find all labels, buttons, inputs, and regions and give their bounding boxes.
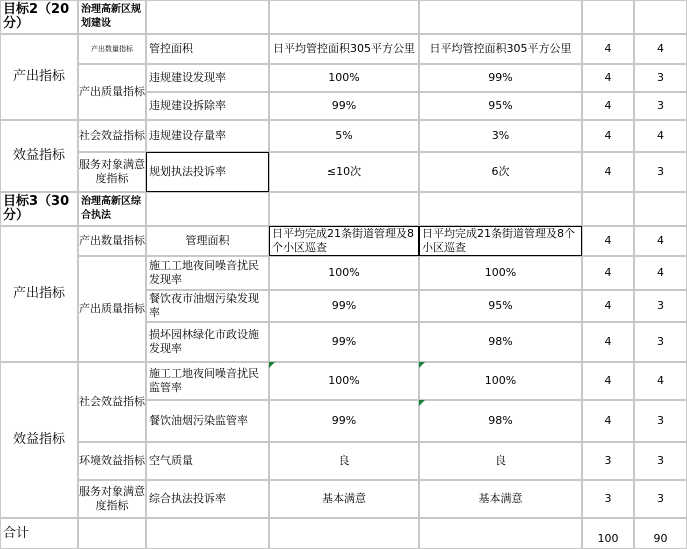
goal3-row4-got[interactable]: 3 — [634, 322, 687, 362]
goal3-category-benefit[interactable]: 效益指标 — [0, 362, 78, 518]
goal2-row5-got[interactable]: 3 — [634, 152, 687, 192]
goal2-row5-actual[interactable]: 6次 — [419, 152, 582, 192]
goal3-row5-target[interactable]: 100% — [269, 362, 419, 400]
goal2-category-output[interactable]: 产出指标 — [0, 34, 78, 120]
goal2-row1-got[interactable]: 4 — [634, 34, 687, 64]
goal3-row4-target[interactable]: 99% — [269, 322, 419, 362]
goal3-row3-full[interactable]: 4 — [582, 290, 634, 322]
goal3-category-output[interactable]: 产出指标 — [0, 226, 78, 362]
goal3-sub-social[interactable]: 社会效益指标 — [78, 362, 146, 442]
empty-cell[interactable] — [269, 0, 419, 34]
goal3-row2-actual[interactable]: 100% — [419, 256, 582, 290]
goal3-row1-indicator[interactable]: 管理面积 — [146, 226, 269, 256]
goal2-row4-indicator[interactable]: 违规建设存量率 — [146, 120, 269, 152]
goal3-row8-target[interactable]: 基本满意 — [269, 480, 419, 518]
goal3-row1-actual[interactable]: 日平均完成21条街道管理及8个小区巡查 — [419, 226, 582, 256]
goal3-row4-actual[interactable]: 98% — [419, 322, 582, 362]
goal3-row3-indicator[interactable]: 餐饮夜市油烟污染发现率 — [146, 290, 269, 322]
goal3-row6-target[interactable]: 99% — [269, 400, 419, 442]
goal3-row6-got[interactable]: 3 — [634, 400, 687, 442]
empty-cell[interactable] — [269, 192, 419, 226]
goal2-row4-full[interactable]: 4 — [582, 120, 634, 152]
goal3-row6-indicator[interactable]: 餐饮油烟污染监管率 — [146, 400, 269, 442]
goal2-row3-indicator[interactable]: 违规建设拆除率 — [146, 92, 269, 120]
goal2-row5-target[interactable]: ≤10次 — [269, 152, 419, 192]
empty-cell[interactable] — [419, 518, 582, 549]
goal2-row2-indicator[interactable]: 违规建设发现率 — [146, 64, 269, 92]
goal3-row7-target[interactable]: 良 — [269, 442, 419, 480]
goal3-row4-full[interactable]: 4 — [582, 322, 634, 362]
empty-cell[interactable] — [634, 0, 687, 34]
goal3-row8-indicator[interactable]: 综合执法投诉率 — [146, 480, 269, 518]
goal2-row3-full[interactable]: 4 — [582, 92, 634, 120]
goal2-row3-actual[interactable]: 95% — [419, 92, 582, 120]
goal3-row2-full[interactable]: 4 — [582, 256, 634, 290]
empty-cell[interactable] — [146, 192, 269, 226]
goal2-row2-target[interactable]: 100% — [269, 64, 419, 92]
goal3-row6-actual[interactable]: 98% — [419, 400, 582, 442]
goal3-row1-target[interactable]: 日平均完成21条街道管理及8个小区巡查 — [269, 226, 419, 256]
goal2-category-benefit[interactable]: 效益指标 — [0, 120, 78, 192]
empty-cell[interactable] — [582, 0, 634, 34]
total-score-full[interactable]: 100 — [582, 518, 634, 549]
goal2-row3-target[interactable]: 99% — [269, 92, 419, 120]
goal3-row2-indicator[interactable]: 施工工地夜间噪音扰民发现率 — [146, 256, 269, 290]
goal3-row2-target[interactable]: 100% — [269, 256, 419, 290]
goal3-row2-got[interactable]: 4 — [634, 256, 687, 290]
goal3-row5-indicator[interactable]: 施工工地夜间噪音扰民监管率 — [146, 362, 269, 400]
goal3-row3-target[interactable]: 99% — [269, 290, 419, 322]
goal2-row5-indicator[interactable]: 规划执法投诉率 — [146, 152, 269, 192]
goal3-row1-full[interactable]: 4 — [582, 226, 634, 256]
goal3-title[interactable]: 目标3（30分） — [0, 192, 78, 226]
goal3-row5-got[interactable]: 4 — [634, 362, 687, 400]
comment-marker-icon[interactable] — [419, 362, 425, 368]
empty-cell[interactable] — [78, 518, 146, 549]
total-label[interactable]: 合计 — [0, 518, 78, 549]
empty-cell[interactable] — [634, 192, 687, 226]
goal3-row7-actual[interactable]: 良 — [419, 442, 582, 480]
goal3-row5-full[interactable]: 4 — [582, 362, 634, 400]
empty-cell[interactable] — [419, 192, 582, 226]
goal2-subtitle[interactable]: 治理高新区规划建设 — [78, 0, 146, 34]
goal3-row8-got[interactable]: 3 — [634, 480, 687, 518]
goal3-row7-got[interactable]: 3 — [634, 442, 687, 480]
goal2-row2-full[interactable]: 4 — [582, 64, 634, 92]
goal2-row5-full[interactable]: 4 — [582, 152, 634, 192]
goal2-row4-actual[interactable]: 3% — [419, 120, 582, 152]
goal2-sub-quality[interactable]: 产出质量指标 — [78, 64, 146, 120]
goal2-row1-target[interactable]: 日平均管控面积305平方公里 — [269, 34, 419, 64]
goal2-row4-got[interactable]: 4 — [634, 120, 687, 152]
goal2-row1-full[interactable]: 4 — [582, 34, 634, 64]
total-score-got[interactable]: 90 — [634, 518, 687, 549]
goal3-sub-service[interactable]: 服务对象满意度指标 — [78, 480, 146, 518]
comment-marker-icon[interactable] — [269, 362, 275, 368]
goal3-subtitle[interactable]: 治理高新区综合执法 — [78, 192, 146, 226]
goal2-row2-actual[interactable]: 99% — [419, 64, 582, 92]
goal2-sub-quantity[interactable]: 产出数量指标 — [78, 34, 146, 64]
goal3-row3-actual[interactable]: 95% — [419, 290, 582, 322]
goal3-row7-full[interactable]: 3 — [582, 442, 634, 480]
goal3-row7-indicator[interactable]: 空气质量 — [146, 442, 269, 480]
comment-marker-icon[interactable] — [419, 400, 425, 406]
goal2-row2-got[interactable]: 3 — [634, 64, 687, 92]
goal2-row4-target[interactable]: 5% — [269, 120, 419, 152]
goal2-row1-indicator[interactable]: 管控面积 — [146, 34, 269, 64]
goal3-row8-full[interactable]: 3 — [582, 480, 634, 518]
goal3-row5-actual[interactable]: 100% — [419, 362, 582, 400]
empty-cell[interactable] — [146, 0, 269, 34]
goal3-row4-indicator[interactable]: 损坏园林绿化市政设施发现率 — [146, 322, 269, 362]
goal2-row3-got[interactable]: 3 — [634, 92, 687, 120]
goal3-row3-got[interactable]: 3 — [634, 290, 687, 322]
goal3-sub-quality[interactable]: 产出质量指标 — [78, 256, 146, 362]
goal3-row8-actual[interactable]: 基本满意 — [419, 480, 582, 518]
goal2-sub-service[interactable]: 服务对象满意度指标 — [78, 152, 146, 192]
goal3-row1-got[interactable]: 4 — [634, 226, 687, 256]
empty-cell[interactable] — [582, 192, 634, 226]
empty-cell[interactable] — [419, 0, 582, 34]
goal3-sub-environment[interactable]: 环境效益指标 — [78, 442, 146, 480]
goal2-sub-social[interactable]: 社会效益指标 — [78, 120, 146, 152]
empty-cell[interactable] — [269, 518, 419, 549]
empty-cell[interactable] — [146, 518, 269, 549]
goal3-sub-quantity[interactable]: 产出数量指标 — [78, 226, 146, 256]
goal3-row6-full[interactable]: 4 — [582, 400, 634, 442]
goal2-row1-actual[interactable]: 日平均管控面积305平方公里 — [419, 34, 582, 64]
goal2-title[interactable]: 目标2（20分） — [0, 0, 78, 34]
